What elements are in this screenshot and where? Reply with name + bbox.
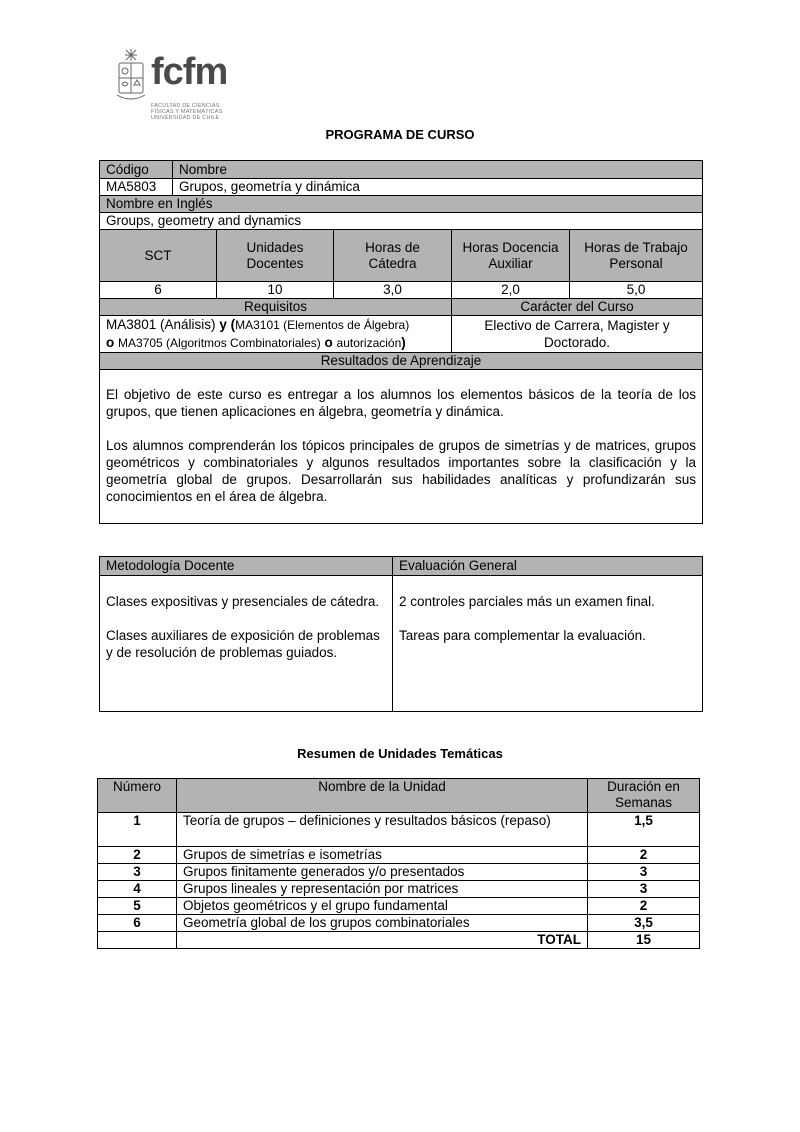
- fcfm-logo: [113, 47, 243, 129]
- name-label: Nombre: [173, 161, 703, 179]
- total-label: TOTAL: [177, 932, 588, 949]
- unit-name: Grupos lineales y representación por matrices: [177, 881, 588, 898]
- value-unidades-docentes: 10: [217, 282, 334, 299]
- logo-wordmark: [151, 53, 227, 91]
- unit-weeks: 3,5: [588, 915, 700, 932]
- unit-weeks: 3: [588, 881, 700, 898]
- table-row: [98, 881, 700, 898]
- table-row: [98, 847, 700, 864]
- unit-number: 5: [98, 898, 177, 915]
- page-title: PROGRAMA DE CURSO: [325, 127, 475, 142]
- header-horas-catedra: Horas de Cátedra: [334, 230, 452, 282]
- metodologia-body: [100, 576, 393, 712]
- logo-subtitle: FACULTAD DE CIENCIAS FÍSICAS Y MATEMÁTICAS UNIVERSIDAD DE CHILE: [151, 103, 223, 121]
- table-row: [98, 915, 700, 932]
- unit-number: 3: [98, 864, 177, 881]
- resultados-paragraph-2: Los alumnos comprenderán los tópicos principales de grupos de simetrías y de matrices, grupos geométricos y combinatoriales y algunos resultados importantes sobre la clasificación y la geometría global de grupos. Desarrollarán sus habilidades analíticas y profundizarán sus conocimientos en el área de álgebra.: [106, 438, 696, 504]
- resultados-paragraph-1: El objetivo de este curso es entregar a los alumnos los elementos básicos de la teoría de los grupos, que tienen aplicaciones en álgebra, geometría y dinámica.: [106, 387, 696, 419]
- unit-weeks: 1,5: [588, 813, 700, 847]
- header-horas-trabajo: Horas de Trabajo Personal: [570, 230, 703, 282]
- req-close-paren: ): [401, 335, 406, 350]
- table-row: [98, 898, 700, 915]
- table-row: [98, 864, 700, 881]
- unit-name: Grupos de simetrías e isometrías: [177, 847, 588, 864]
- req-algoritmos: MA3705 (Algoritmos Combinatoriales): [118, 336, 321, 350]
- unit-number: 6: [98, 915, 177, 932]
- logo-word-text: fcfm: [151, 51, 228, 93]
- caracter-value: Electivo de Carrera, Magister y Doctorado.: [452, 316, 703, 353]
- total-weeks: 15: [588, 932, 700, 949]
- value-sct: 6: [100, 282, 217, 299]
- units-header-nombre: Nombre de la Unidad: [177, 779, 588, 813]
- metodologia-paragraph-1: Clases expositivas y presenciales de cátedra.: [106, 594, 380, 609]
- header-sct: SCT: [100, 230, 217, 282]
- evaluacion-paragraph-2: Tareas para complementar la evaluación.: [399, 628, 646, 643]
- value-horas-trabajo: 5,0: [570, 282, 703, 299]
- course-code: MA5803: [100, 179, 173, 196]
- course-info-table: [99, 160, 703, 524]
- units-header-duracion: Duración en Semanas: [588, 779, 700, 813]
- req-open-paren: (: [230, 317, 236, 332]
- unit-weeks: 2: [588, 898, 700, 915]
- value-horas-auxiliar: 2,0: [452, 282, 570, 299]
- units-table: [97, 778, 700, 949]
- req-analisis: MA3801 (Análisis): [106, 317, 216, 332]
- course-name: Grupos, geometría y dinámica: [173, 179, 703, 196]
- methodology-evaluation-table: [99, 556, 703, 712]
- evaluacion-body: [393, 576, 703, 712]
- resultados-body: [100, 370, 703, 524]
- header-unidades-docentes: Unidades Docentes: [217, 230, 334, 282]
- unit-number: 1: [98, 813, 177, 847]
- req-autorizacion: autorización: [336, 336, 402, 350]
- total-empty-cell: [98, 932, 177, 949]
- units-header-numero: Número: [98, 779, 177, 813]
- unit-number: 2: [98, 847, 177, 864]
- total-row: [98, 932, 700, 949]
- resumen-title: Resumen de Unidades Temáticas: [297, 746, 503, 761]
- unit-number: 4: [98, 881, 177, 898]
- unit-name: Objetos geométricos y el grupo fundamental: [177, 898, 588, 915]
- unit-name: Geometría global de los grupos combinatoriales: [177, 915, 588, 932]
- header-horas-auxiliar: Horas Docencia Auxiliar: [452, 230, 570, 282]
- req-algebra: MA3101 (Elementos de Álgebra): [235, 318, 410, 332]
- unit-name: Grupos finitamente generados y/o presentados: [177, 864, 588, 881]
- english-name: Groups, geometry and dynamics: [100, 213, 703, 230]
- unit-weeks: 2: [588, 847, 700, 864]
- evaluacion-paragraph-1: 2 controles parciales más un examen final.: [399, 594, 655, 609]
- english-name-label: Nombre en Inglés: [100, 196, 703, 213]
- req-y: y: [219, 317, 227, 332]
- table-row: [98, 813, 700, 847]
- requisitos-value: [100, 316, 452, 353]
- caracter-label: Carácter del Curso: [452, 299, 703, 316]
- req-o-2: o: [324, 335, 333, 350]
- value-horas-catedra: 3,0: [334, 282, 452, 299]
- req-o-1: o: [106, 335, 115, 350]
- metodologia-label: Metodología Docente: [100, 557, 393, 576]
- requisitos-label: Requisitos: [100, 299, 452, 316]
- university-crest-icon: [113, 47, 149, 111]
- resultados-label: Resultados de Aprendizaje: [100, 353, 703, 370]
- code-label: Código: [100, 161, 173, 179]
- evaluacion-label: Evaluación General: [393, 557, 703, 576]
- unit-weeks: 3: [588, 864, 700, 881]
- unit-name: Teoría de grupos – definiciones y resultados básicos (repaso): [177, 813, 588, 847]
- metodologia-paragraph-2: Clases auxiliares de exposición de problemas y de resolución de problemas guiados.: [106, 628, 380, 660]
